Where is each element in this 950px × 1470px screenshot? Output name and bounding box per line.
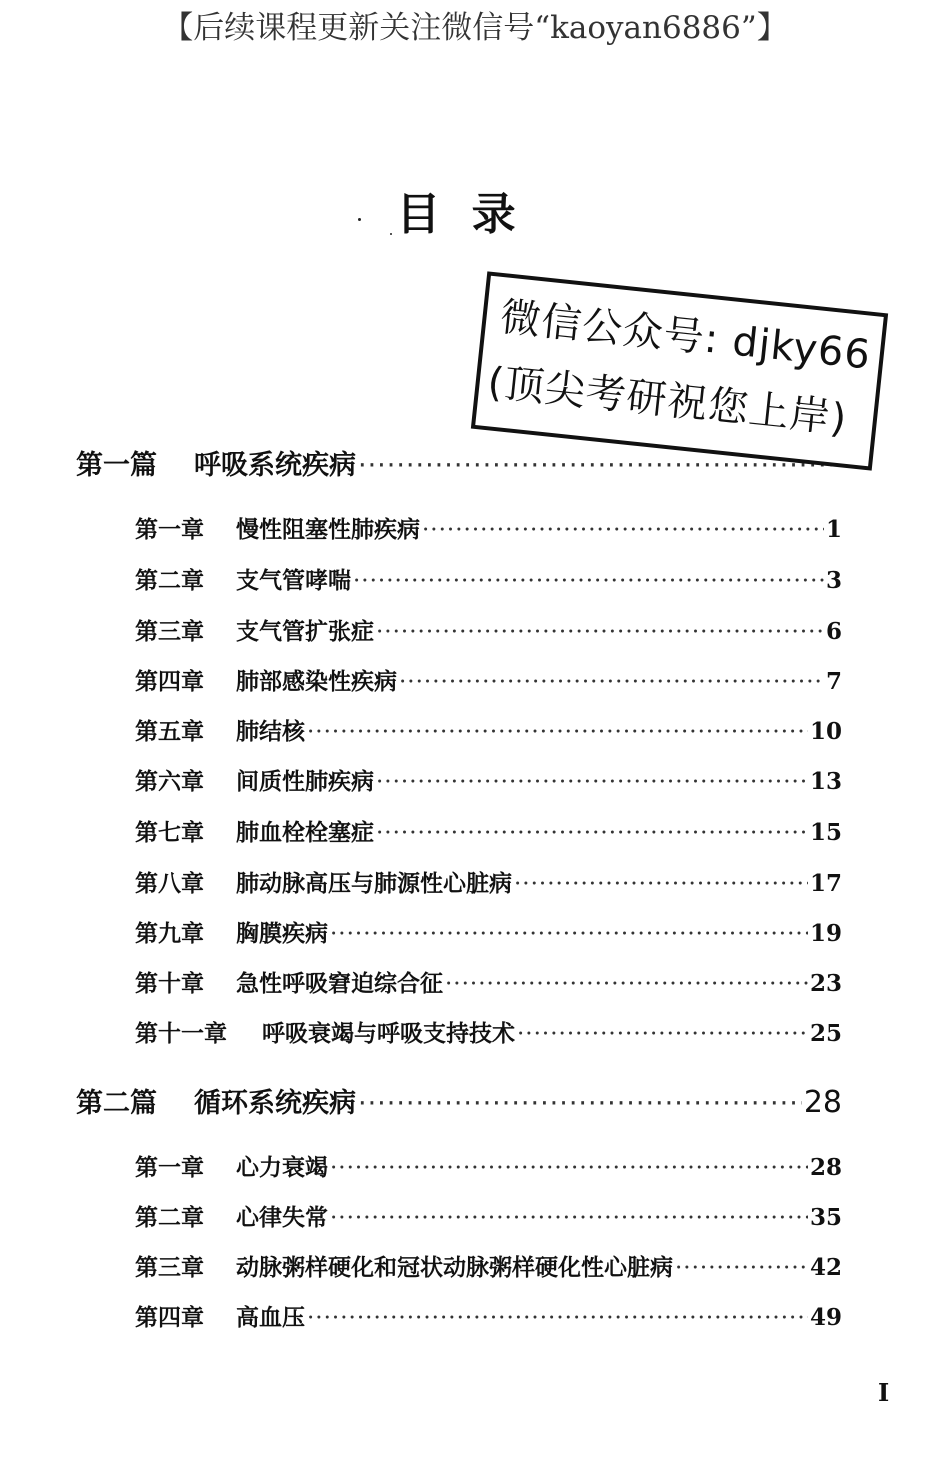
dot-leader (675, 1255, 808, 1281)
chapter-page: 23 (809, 970, 842, 997)
chapter-title: 肺血栓栓塞症 (236, 819, 374, 846)
chapter-page: 10 (809, 718, 842, 745)
toc-chapter-1-11[interactable] (135, 1015, 842, 1048)
chapter-number: 第六章 (135, 768, 204, 795)
part-number: 第一篇 (76, 450, 157, 481)
chapter-page: 13 (809, 768, 842, 795)
chapter-title: 胸膜疾病 (236, 920, 328, 947)
toc-part-2[interactable] (76, 1081, 842, 1120)
dot-leader (307, 1305, 808, 1331)
chapter-number: 第二章 (135, 1204, 204, 1231)
toc-chapter-1-7[interactable] (135, 814, 842, 847)
dot-leader (330, 921, 808, 947)
chapter-title: 动脉粥样硬化和冠状动脉粥样硬化性心脏病 (236, 1254, 673, 1281)
chapter-number: 第五章 (135, 718, 204, 745)
chapter-number: 第三章 (135, 1254, 204, 1281)
toc-chapter-1-4[interactable] (135, 663, 842, 696)
chapter-page: 17 (809, 870, 842, 897)
chapter-title: 心律失常 (236, 1204, 328, 1231)
chapter-number: 第三章 (135, 618, 204, 645)
dot-leader (376, 820, 808, 846)
part-title: 呼吸系统疾病 (194, 450, 356, 481)
chapter-title: 肺部感染性疾病 (236, 668, 397, 695)
chapter-number: 第十一章 (135, 1020, 227, 1047)
part-number: 第二篇 (76, 1088, 157, 1119)
chapter-title: 慢性阻塞性肺疾病 (236, 516, 420, 543)
chapter-page: 15 (809, 819, 842, 846)
dot-leader (358, 1088, 802, 1119)
chapter-page: 6 (825, 618, 842, 645)
dot-leader (330, 1205, 808, 1231)
chapter-number: 第十章 (135, 970, 204, 997)
toc-chapter-1-9[interactable] (135, 915, 842, 948)
chapter-number: 第二章 (135, 567, 204, 594)
page-title: 目 录 (396, 189, 524, 240)
toc-chapter-2-1[interactable] (135, 1149, 842, 1182)
chapter-title: 肺动脉高压与肺源性心脏病 (236, 870, 512, 897)
part-page: 28 (803, 1085, 842, 1120)
chapter-page: 35 (809, 1204, 842, 1231)
chapter-number: 第四章 (135, 668, 204, 695)
chapter-number: 第一章 (135, 516, 204, 543)
chapter-page: 7 (825, 668, 842, 695)
toc-chapter-1-1[interactable] (135, 511, 842, 544)
toc-chapter-1-6[interactable] (135, 763, 842, 796)
toc-chapter-1-5[interactable] (135, 713, 842, 746)
part-title: 循环系统疾病 (194, 1088, 356, 1119)
chapter-page: 1 (825, 516, 842, 543)
dot-leader (517, 1021, 808, 1047)
toc-chapter-1-8[interactable] (135, 865, 842, 898)
toc-chapter-1-10[interactable] (135, 965, 842, 998)
chapter-page: 49 (809, 1304, 842, 1331)
chapter-page: 28 (809, 1154, 842, 1181)
stamp-line-1: 微信公众号: djky66 (498, 294, 874, 379)
chapter-title: 支气管扩张症 (236, 618, 374, 645)
chapter-title: 间质性肺疾病 (236, 768, 374, 795)
dot-leader (445, 971, 808, 997)
chapter-page: 19 (809, 920, 842, 947)
chapter-title: 心力衰竭 (236, 1154, 328, 1181)
chapter-title: 呼吸衰竭与呼吸支持技术 (262, 1020, 515, 1047)
chapter-page: 25 (809, 1020, 842, 1047)
toc-chapter-1-2[interactable] (135, 562, 842, 595)
chapter-title: 急性呼吸窘迫综合征 (236, 970, 443, 997)
toc-chapter-1-3[interactable] (135, 613, 842, 646)
toc-chapter-2-4[interactable] (135, 1299, 842, 1332)
toc-chapter-2-3[interactable] (135, 1249, 842, 1282)
header-note: 【后续课程更新关注微信号“kaoyan6886”】 (162, 10, 788, 46)
dot-leader (514, 871, 808, 897)
chapter-page: 42 (809, 1254, 842, 1281)
dot-leader (376, 769, 808, 795)
dot-leader (399, 669, 824, 695)
chapter-title: 高血压 (236, 1304, 305, 1331)
chapter-number: 第七章 (135, 819, 204, 846)
chapter-number: 第八章 (135, 870, 204, 897)
dot-leader (353, 568, 824, 594)
chapter-page: 3 (825, 567, 842, 594)
chapter-number: 第九章 (135, 920, 204, 947)
page-number: I (878, 1378, 890, 1407)
dot-leader (330, 1155, 808, 1181)
watermark-stamp (471, 271, 888, 470)
stamp-line-2: (顶尖考研祝您上岸) (485, 359, 850, 443)
dot-leader (422, 517, 824, 543)
toc-chapter-2-2[interactable] (135, 1199, 842, 1232)
chapter-number: 第四章 (135, 1304, 204, 1331)
dot-leader (376, 619, 824, 645)
chapter-title: 支气管哮喘 (236, 567, 351, 594)
dot-leader (307, 719, 808, 745)
chapter-number: 第一章 (135, 1154, 204, 1181)
chapter-title: 肺结核 (236, 718, 305, 745)
